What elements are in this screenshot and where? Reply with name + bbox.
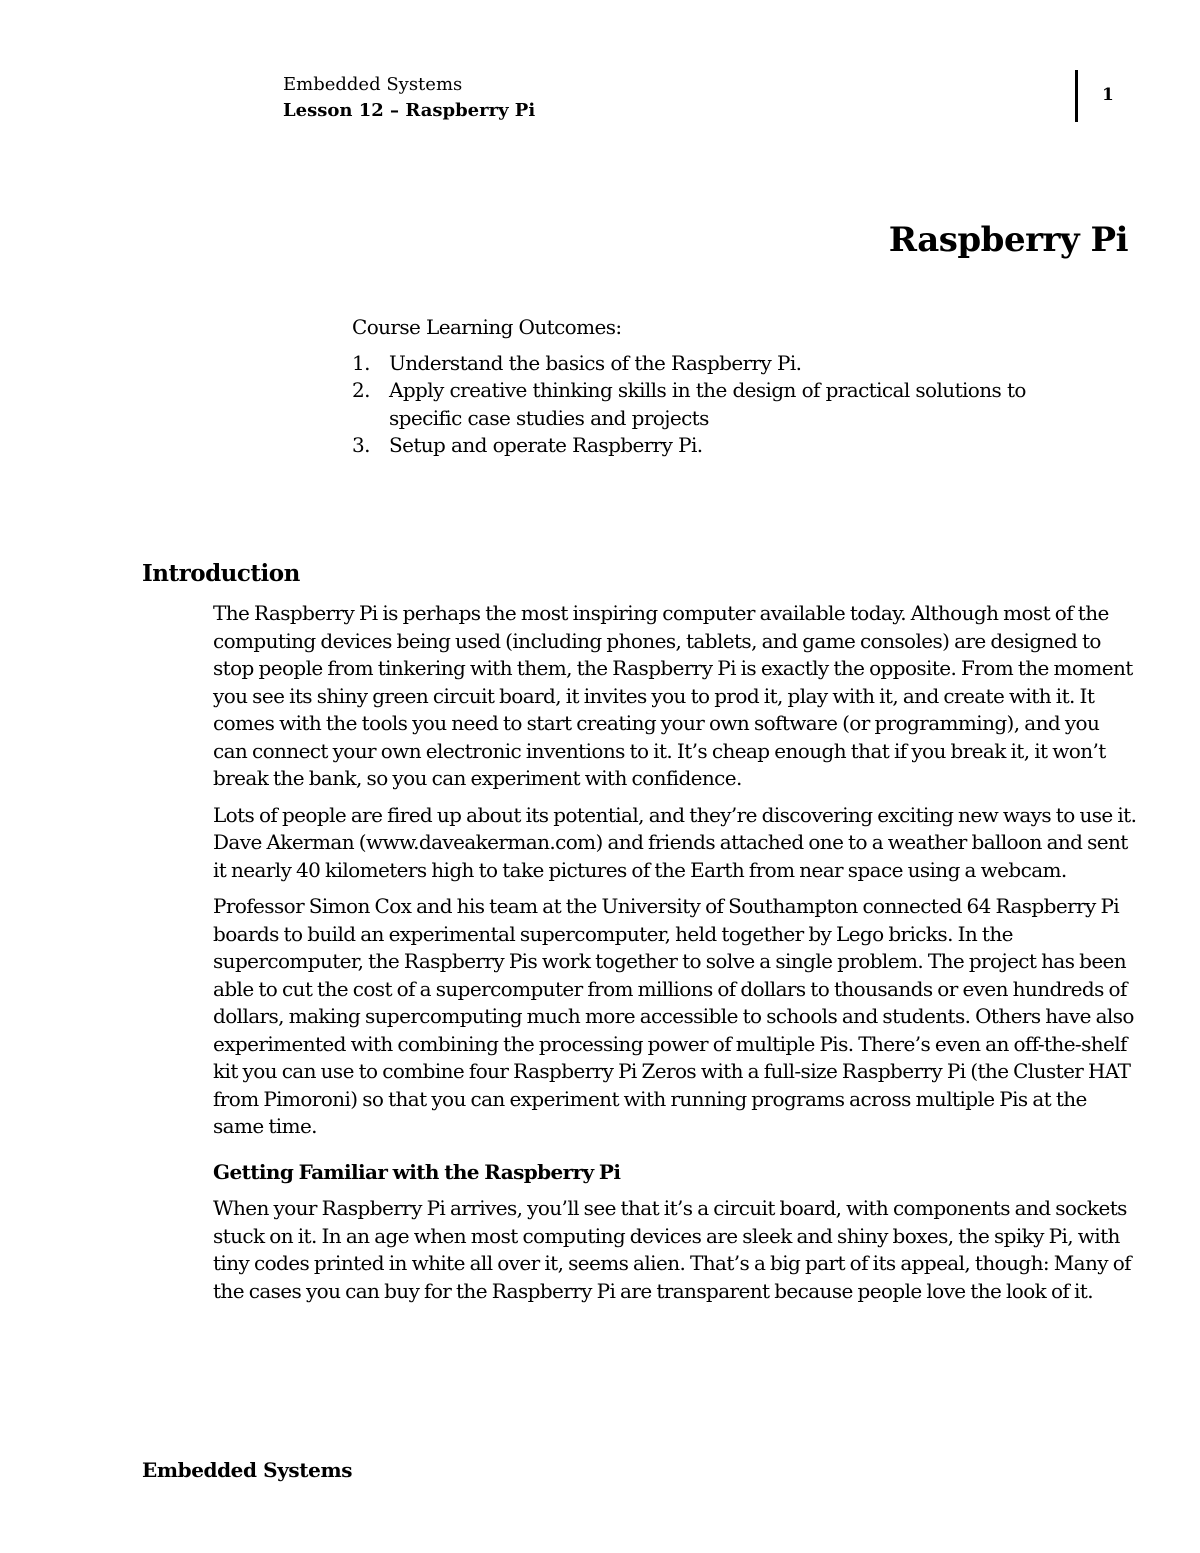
outcomes-list: [352, 350, 1082, 460]
learning-outcomes: [352, 314, 1082, 460]
outcome-text: Apply creative thinking skills in the design of practical solutions to specific case studies and projects: [389, 378, 1026, 430]
outcome-number: 1.: [352, 350, 370, 375]
intro-paragraph: The Raspberry Pi is perhaps the most inspiring computer available today. Although most of the computing devices being used (including phones, tablets, and game consoles) are designed to stop people from tinkering with them, the Raspberry Pi is exactly the opposite. From the moment you see its shiny green circuit board, it invites you to prod it, play with it, and create with it. It comes with the tools you need to start creating your own software (or programming), and you can connect your own electronic inventions to it. It’s cheap enough that if you break it, it won’t break the bank, so you can experiment with confidence.: [213, 601, 1133, 790]
header-lesson: Lesson 12 – Raspberry Pi: [283, 100, 536, 121]
page-footer: Embedded Systems: [142, 1458, 353, 1482]
familiar-paragraph: When your Raspberry Pi arrives, you’ll see that it’s a circuit board, with components and sockets stuck on it. In an age when most computing devices are sleek and shiny boxes, the spiky Pi, with tiny codes printed in white all over it, seems alien. That’s a big part of its appeal, though: Many of the cases you can buy for the Raspberry Pi are transparent because people love the look of it.: [213, 1196, 1131, 1303]
outcome-item: [352, 350, 1082, 378]
outcome-number: 2.: [352, 378, 370, 402]
intro-paragraph: Lots of people are fired up about its potential, and they’re discovering exciting new ways to use it. Dave Akerman (www.daveakerman.com) and friends attached one to a weather balloon and sent it nearly 40 kilometers high to take pictures of the Earth from near space using a webcam.: [213, 802, 1137, 882]
header-divider: [1075, 70, 1078, 122]
page-number: 1: [1102, 85, 1114, 105]
document-title: Raspberry Pi: [888, 220, 1128, 260]
outcome-item: [352, 377, 1082, 432]
familiar-heading: Getting Familiar with the Raspberry Pi: [213, 1159, 621, 1184]
page-header: [283, 72, 535, 124]
header-course: Embedded Systems: [283, 74, 463, 95]
outcome-number: 3.: [352, 433, 370, 457]
intro-paragraph: Professor Simon Cox and his team at the University of Southampton connected 64 Raspberry Pi boards to build an experimental supercomputer, held together by Lego bricks. In the supercomputer, the Raspberry Pis work together to solve a single problem. The project has been able to cut the cost of a supercomputer from millions of dollars to thousands or even hundreds of dollars, making supercomputing much more accessible to schools and students. Others have also experimented with combining the processing power of multiple Pis. There’s even an off-the-shelf kit you can use to combine four Raspberry Pi Zeros with a full-size Raspberry Pi (the Cluster HAT from Pimoroni) so that you can experiment with running programs across multiple Pis at the same time.: [213, 894, 1134, 1138]
outcome-text: Setup and operate Raspberry Pi.: [389, 433, 703, 457]
outcomes-heading: Course Learning Outcomes:: [352, 315, 622, 339]
outcome-text: Understand the basics of the Raspberry Pi.: [389, 350, 802, 375]
outcome-item: [352, 432, 1082, 460]
introduction-heading: Introduction: [142, 560, 300, 587]
introduction-body: [213, 600, 1138, 1314]
